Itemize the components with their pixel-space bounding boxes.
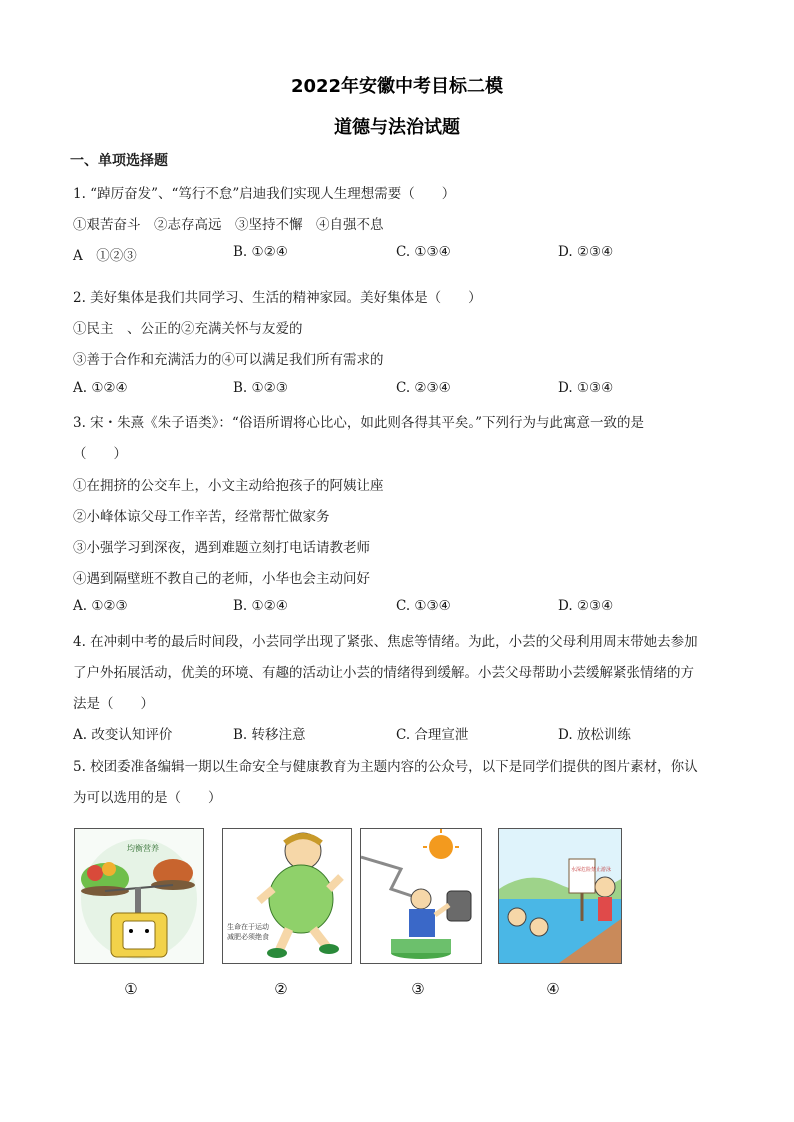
runner-illustration: [223, 829, 351, 963]
nutrition-scale-illustration: [75, 829, 203, 963]
question-1-option-a: A ①②③: [73, 248, 137, 264]
question-2-option-c: C. ②③④: [396, 380, 451, 396]
runner-caption-line-2: 减肥必须绝食: [227, 933, 269, 941]
swimming-warning-illustration: [499, 829, 621, 963]
picture-3-electric-hazard: [360, 828, 482, 964]
picture-2-label: ②: [274, 980, 288, 998]
exam-subtitle: 道德与法治试题: [334, 117, 460, 138]
question-1-option-d: D. ②③④: [558, 244, 614, 260]
question-3-option-b: B. ①②④: [233, 598, 288, 614]
question-2-stem: 2. 美好集体是我们共同学习、生活的精神家园。美好集体是（ ）: [73, 290, 482, 306]
question-5-stem-line-2: 为可以选用的是（ ）: [73, 790, 222, 806]
question-3-item-2: ②小峰体谅父母工作辛苦，经常帮忙做家务: [73, 509, 330, 525]
question-4-option-b: B. 转移注意: [233, 727, 306, 743]
question-3-item-4: ④遇到隔壁班不教自己的老师，小华也会主动问好: [73, 571, 370, 587]
question-2-option-b: B. ①②③: [233, 380, 288, 396]
question-2-item-line-2: ③善于合作和充满活力的④可以满足我们所有需求的: [73, 352, 384, 368]
question-4-option-c: C. 合理宣泄: [396, 727, 469, 743]
exam-title: 2022年安徽中考目标二模: [290, 76, 504, 97]
question-1-stem: 1. “踔厉奋发”、“笃行不怠”启迪我们实现人生理想需要（ ）: [73, 186, 456, 202]
question-1-items: ①艰苦奋斗 ②志存高远 ③坚持不懈 ④自强不息: [73, 217, 384, 233]
picture-2-runner: [222, 828, 352, 964]
question-3-option-d: D. ②③④: [558, 598, 614, 614]
question-2-option-d: D. ①③④: [558, 380, 614, 396]
question-3-item-3: ③小强学习到深夜，遇到难题立刻打电话请教老师: [73, 540, 370, 556]
question-2-option-a: A. ①②④: [73, 380, 128, 396]
question-3-item-1: ①在拥挤的公交车上，小文主动给抱孩子的阿姨让座: [73, 478, 384, 494]
question-3-stem-line-2: （ ）: [73, 446, 127, 462]
question-4-option-d: D. 放松训练: [558, 727, 631, 743]
question-3-option-c: C. ①③④: [396, 598, 451, 614]
picture-1-nutrition-scale: [74, 828, 204, 964]
question-4-stem-line-2: 了户外拓展活动，优美的环境、有趣的活动让小芸的情绪得到缓解。小芸父母帮助小芸缓解紧张情绪的方: [73, 665, 694, 681]
question-5-stem-line-1: 5. 校团委准备编辑一期以生命安全与健康教育为主题内容的公众号，以下是同学们提供的图片素材，你认: [73, 759, 698, 775]
question-1-option-b: B. ①②④: [233, 244, 288, 260]
electric-hazard-illustration: [361, 829, 481, 963]
question-4-stem-line-3: 法是（ ）: [73, 696, 154, 712]
question-4-stem-line-1: 4. 在冲刺中考的最后时间段，小芸同学出现了紧张、焦虑等情绪。为此，小芸的父母利用周末带她去参加: [73, 634, 698, 650]
nutrition-caption: 均衡营养: [127, 844, 159, 853]
question-4-option-a: A. 改变认知评价: [73, 727, 173, 743]
warning-sign-text: 水深危险禁止游泳: [571, 867, 612, 873]
section-heading: 一、单项选择题: [70, 153, 168, 169]
picture-4-swimming-warning: [498, 828, 622, 964]
picture-4-label: ④: [546, 980, 560, 998]
picture-3-label: ③: [411, 980, 425, 998]
question-1-option-c: C. ①③④: [396, 244, 451, 260]
question-2-item-line-1: ①民主 、公正的②充满关怀与友爱的: [73, 321, 303, 337]
question-3-option-a: A. ①②③: [73, 598, 128, 614]
picture-1-label: ①: [124, 980, 138, 998]
question-3-stem-line-1: 3. 宋・朱熹《朱子语类》：“俗语所谓将心比心，如此则各得其平矣。”下列行为与此寓意一致的是: [73, 415, 644, 431]
runner-caption-line-1: 生命在于运动: [227, 923, 269, 931]
